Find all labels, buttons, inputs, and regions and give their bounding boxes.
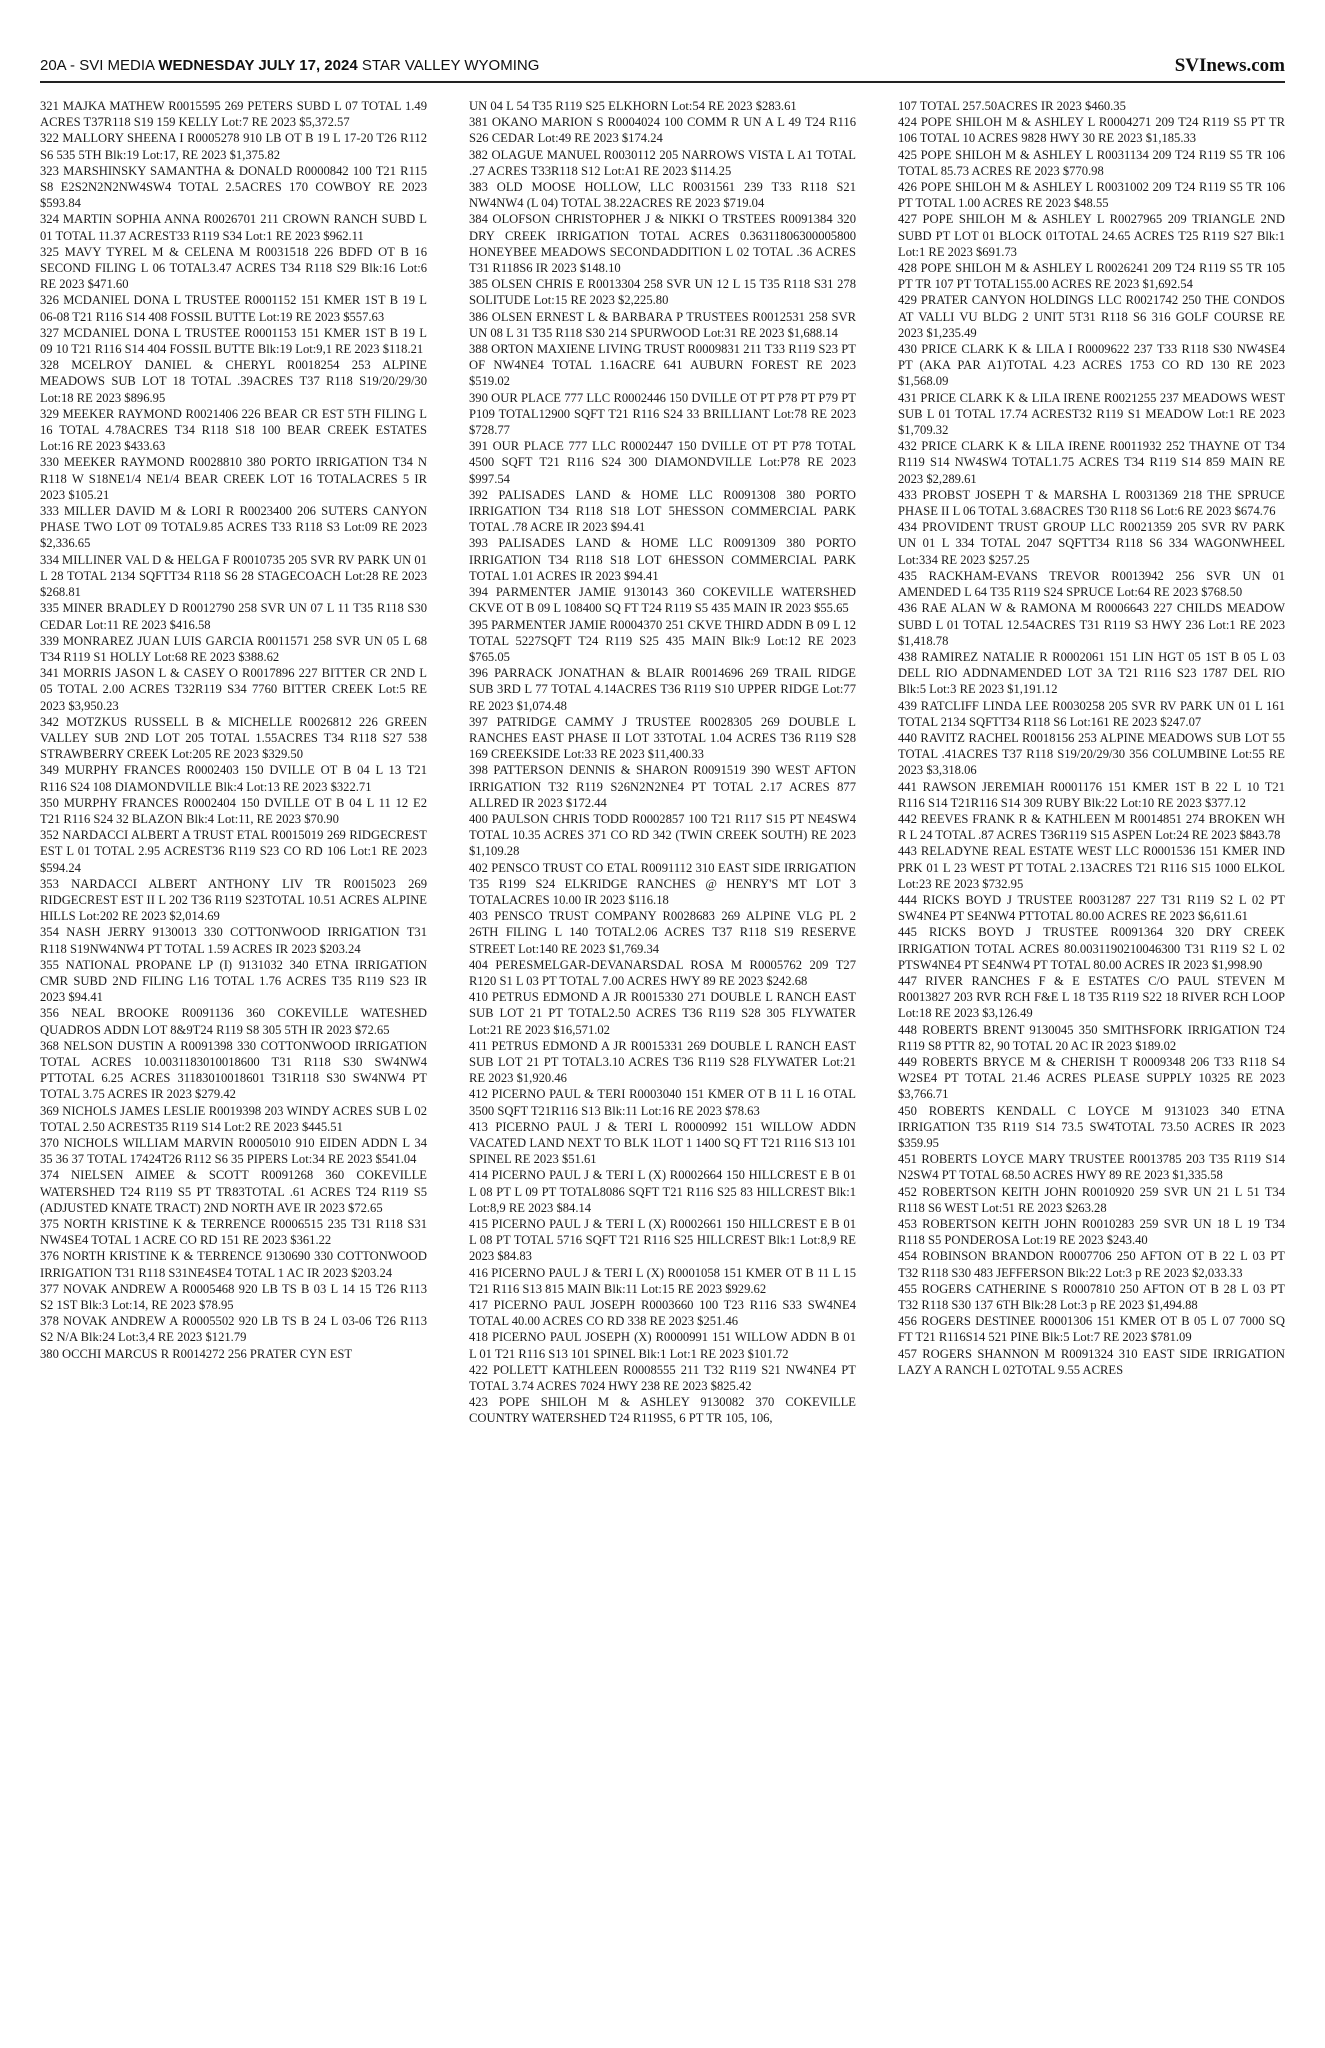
- tax-entry: 404 PERESMELGAR-DEVANARSDAL ROSA M R0005762 209 T27 R120 S1 L 03 PT TOTAL 7.00 ACRES HWY 89 RE 2023 $242.68: [469, 957, 856, 988]
- tax-entry: 440 RAVITZ RACHEL R0018156 253 ALPINE MEADOWS SUB LOT 55 TOTAL .41ACRES T37 R118 S19/20/29/30 356 COLUMBINE Lot:55 RE 2023 $3,318.06: [898, 730, 1285, 778]
- tax-entry: 107 TOTAL 257.50ACRES IR 2023 $460.35: [898, 99, 1126, 113]
- tax-entry: 438 RAMIREZ NATALIE R R0002061 151 LIN HGT 05 1ST B 05 L 03 DELL RIO ADDNAMENDED LOT 3A T21 R116 S23 1787 DEL RIO Blk:5 Lot:3 RE 2023 $1,191.12: [898, 649, 1285, 697]
- header-dateline: [40, 57, 539, 74]
- tax-entry: 402 PENSCO TRUST CO ETAL R0091112 310 EAST SIDE IRRIGATION T35 R199 S24 ELKRIDGE RANCHES @ HENRY'S MT LOT 3 TOTALACRES 10.00 IR 2023 $116.18: [469, 860, 856, 907]
- column-1: [40, 98, 427, 2048]
- tax-entry: 457 ROGERS SHANNON M R0091324 310 EAST SIDE IRRIGATION LAZY A RANCH L 02TOTAL 9.55 ACRES: [898, 1346, 1285, 1377]
- tax-entry: 349 MURPHY FRANCES R0002403 150 DVILLE OT B 04 L 13 T21 R116 S24 108 DIAMONDVILLE Blk:4 Lot:13 RE 2023 $322.71: [40, 763, 427, 794]
- column-3: [898, 98, 1285, 2048]
- tax-entry: 324 MARTIN SOPHIA ANNA R0026701 211 CROWN RANCH SUBD L 01 TOTAL 11.37 ACREST33 R119 S34 Lot:1 RE 2023 $962.11: [40, 212, 427, 243]
- tax-entry: 436 RAE ALAN W & RAMONA M R0006643 227 CHILDS MEADOW SUBD L 01 TOTAL 12.54ACRES T31 R119 S3 HWY 236 Lot:1 RE 2023 $1,418.78: [898, 601, 1285, 648]
- tax-entry: 382 OLAGUE MANUEL R0030112 205 NARROWS VISTA L A1 TOTAL .27 ACRES T33R118 S12 Lot:A1 RE 2023 $114.25: [469, 147, 856, 178]
- tax-entry: 355 NATIONAL PROPANE LP (I) 9131032 340 ETNA IRRIGATION CMR SUBD 2ND FILING L16 TOTAL 1.76 ACRES T35 R119 S23 IR 2023 $94.41: [40, 957, 427, 1005]
- tax-entry: 450 ROBERTS KENDALL C LOYCE M 9131023 340 ETNA IRRIGATION T35 R119 S14 73.5 SW4TOTAL 73.50 ACRES IR 2023 $359.95: [898, 1103, 1285, 1150]
- tax-entry: 442 REEVES FRANK R & KATHLEEN M R0014851 274 BROKEN WH R L 24 TOTAL .87 ACRES T36R119 S15 ASPEN Lot:24 RE 2023 $843.78: [898, 811, 1285, 843]
- newspaper-page: [40, 0, 1285, 2048]
- tax-entry: 453 ROBERTSON KEITH JOHN R0010283 259 SVR UN 18 L 19 T34 R118 S5 PONDEROSA Lot:19 RE 2023 $243.40: [898, 1217, 1285, 1248]
- tax-entry: 392 PALISADES LAND & HOME LLC R0091308 380 PORTO IRRIGATION T34 R118 S18 LOT 5HESSON COMMERCIAL PARK TOTAL .78 ACRE IR 2023 $94.41: [469, 487, 856, 535]
- tax-entry: 418 PICERNO PAUL JOSEPH (X) R0000991 151 WILLOW ADDN B 01 L 01 T21 R116 S13 101 SPINEL Blk:1 Lot:1 RE 2023 $101.72: [469, 1330, 856, 1361]
- tax-entry: 441 RAWSON JEREMIAH R0001176 151 KMER 1ST B 22 L 10 T21 R116 S14 T21R116 S14 309 RUBY Blk:22 Lot:10 RE 2023 $377.12: [898, 779, 1285, 810]
- tax-entry: 341 MORRIS JASON L & CASEY O R0017896 227 BITTER CR 2ND L 05 TOTAL 2.00 ACRES T32R119 S34 7760 BITTER CREEK Lot:5 RE 2023 $3,950.23: [40, 666, 427, 713]
- tax-entry: 391 OUR PLACE 777 LLC R0002447 150 DVILLE OT PT P78 TOTAL 4500 SQFT T21 R116 S24 300 DIAMONDVILLE Lot:P78 RE 2023 $997.54: [469, 439, 856, 486]
- tax-entry: 397 PATRIDGE CAMMY J TRUSTEE R0028305 269 DOUBLE L RANCHES EAST PHASE II LOT 33TOTAL 1.04 ACRES T36 R119 S28 169 CREEKSIDE Lot:33 RE 2023 $11,400.33: [469, 714, 856, 762]
- tax-entry: 425 POPE SHILOH M & ASHLEY L R0031134 209 T24 R119 S5 TR 106 TOTAL 85.73 ACRES RE 2023 $770.98: [898, 147, 1285, 178]
- tax-entry: 400 PAULSON CHRIS TODD R0002857 100 T21 R117 S15 PT NE4SW4 TOTAL 10.35 ACRES 371 CO RD 342 (TWIN CREEK SOUTH) RE 2023 $1,109.28: [469, 811, 856, 859]
- tax-entry: 378 NOVAK ANDREW A R0005502 920 LB TS B 24 L 03-06 T26 R113 S2 N/A Blk:24 Lot:3,4 RE 2023 $121.79: [40, 1314, 427, 1345]
- tax-entry: 327 MCDANIEL DONA L TRUSTEE R0001153 151 KMER 1ST B 19 L 09 10 T21 R116 S14 404 FOSSIL BUTTE Blk:19 Lot:9,1 RE 2023 $118.21: [40, 325, 427, 357]
- tax-entry: 321 MAJKA MATHEW R0015595 269 PETERS SUBD L 07 TOTAL 1.49 ACRES T37R118 S19 159 KELLY Lot:7 RE 2023 $5,372.57: [40, 99, 427, 130]
- tax-entry: 415 PICERNO PAUL J & TERI L (X) R0002661 150 HILLCREST E B 01 L 08 PT TOTAL 5716 SQFT T21 R116 S25 HILLCREST Blk:1 Lot:8,9 RE 2023 $84.83: [469, 1217, 856, 1264]
- tax-entry: 353 NARDACCI ALBERT ANTHONY LIV TR R0015023 269 RIDGECREST EST II L 202 T36 R119 S23TOTAL 10.51 ACRES ALPINE HILLS Lot:202 RE 2023 $2,014.69: [40, 876, 427, 924]
- tax-entry: 430 PRICE CLARK K & LILA I R0009622 237 T33 R118 S30 NW4SE4 PT (AKA PAR A1)TOTAL 4.23 ACRES 1753 CO RD 130 RE 2023 $1,568.09: [898, 342, 1285, 389]
- tax-entry: 422 POLLETT KATHLEEN R0008555 211 T32 R119 S21 NW4NE4 PT TOTAL 3.74 ACRES 7024 HWY 238 RE 2023 $825.42: [469, 1362, 856, 1394]
- tax-entry: 328 MCELROY DANIEL & CHERYL R0018254 253 ALPINE MEADOWS SUB LOT 18 TOTAL .39ACRES T37 R118 S19/20/29/30 Lot:18 RE 2023 $896.95: [40, 358, 427, 405]
- tax-entry: 410 PETRUS EDMOND A JR R0015330 271 DOUBLE L RANCH EAST SUB LOT 21 PT TOTAL2.50 ACRES T36 R119 S28 305 FLYWATER Lot:21 RE 2023 $16,571.02: [469, 990, 856, 1037]
- tax-entry: 369 NICHOLS JAMES LESLIE R0019398 203 WINDY ACRES SUB L 02 TOTAL 2.50 ACREST35 R119 S14 Lot:2 RE 2023 $445.51: [40, 1103, 427, 1134]
- tax-entry: 417 PICERNO PAUL JOSEPH R0003660 100 T23 R116 S33 SW4NE4 TOTAL 40.00 ACRES CO RD 338 RE 2023 $251.46: [469, 1298, 856, 1329]
- tax-entry: 339 MONRAREZ JUAN LUIS GARCIA R0011571 258 SVR UN 05 L 68 T34 R119 S1 HOLLY Lot:68 RE 2023 $388.62: [40, 633, 427, 664]
- tax-entry: 451 ROBERTS LOYCE MARY TRUSTEE R0013785 203 T35 R119 S14 N2SW4 PT TOTAL 68.50 ACRES HWY 89 RE 2023 $1,335.58: [898, 1152, 1285, 1183]
- tax-entry: 432 PRICE CLARK K & LILA IRENE R0011932 252 THAYNE OT T34 R119 S14 NW4SW4 TOTAL1.75 ACRES T34 R119 S14 859 MAIN RE 2023 $2,289.61: [898, 439, 1285, 486]
- header-site: SVInews.com: [1174, 55, 1285, 76]
- header-date: WEDNESDAY JULY 17, 2024: [158, 57, 358, 74]
- tax-entry: 326 MCDANIEL DONA L TRUSTEE R0001152 151 KMER 1ST B 19 L 06-08 T21 R116 S14 408 FOSSIL BUTTE Lot:19 RE 2023 $557.63: [40, 293, 427, 324]
- tax-entry: 434 PROVIDENT TRUST GROUP LLC R0021359 205 SVR RV PARK UN 01 L 334 TOTAL 2047 SQFTT34 R118 S6 334 WAGONWHEEL Lot:334 RE 2023 $257.25: [898, 520, 1285, 567]
- column-2: [469, 98, 856, 2048]
- tax-entry: 435 RACKHAM-EVANS TREVOR R0013942 256 SVR UN 01 AMENDED L 64 T35 R119 S24 SPRUCE Lot:64 RE 2023 $768.50: [898, 568, 1285, 600]
- tax-entry: 380 OCCHI MARCUS R R0014272 256 PRATER CYN EST: [40, 1346, 353, 1361]
- tax-entry: 383 OLD MOOSE HOLLOW, LLC R0031561 239 T33 R118 S21 NW4NW4 (L 04) TOTAL 38.22ACRES RE 2023 $719.04: [469, 180, 856, 211]
- tax-entry: 414 PICERNO PAUL J & TERI L (X) R0002664 150 HILLCREST E B 01 L 08 PT L 09 PT TOTAL8086 SQFT T21 R116 S25 83 HILLCREST Blk:1 Lot:8,9 RE 2023 $84.14: [469, 1168, 856, 1215]
- legal-notice-columns: [40, 98, 1285, 2048]
- page-header: [40, 55, 1285, 81]
- tax-entry: 323 MARSHINSKY SAMANTHA & DONALD R0000842 100 T21 R115 S8 E2S2N2N2NW4SW4 TOTAL 2.5ACRES 170 COWBOY RE 2023 $593.84: [40, 163, 427, 211]
- tax-entry: 452 ROBERTSON KEITH JOHN R0010920 259 SVR UN 21 L 51 T34 R118 S6 WEST Lot:51 RE 2023 $263.28: [898, 1184, 1285, 1215]
- tax-entry: 342 MOTZKUS RUSSELL B & MICHELLE R0026812 226 GREEN VALLEY SUB 2ND LOT 205 TOTAL 1.55ACRES T34 R118 S27 538 STRAWBERRY CREEK Lot:205 RE 2023 $329.50: [40, 714, 427, 762]
- tax-entry: 393 PALISADES LAND & HOME LLC R0091309 380 PORTO IRRIGATION T34 R118 S18 LOT 6HESSON COMMERCIAL PARK TOTAL 1.01 ACRES IR 2023 $94.41: [469, 536, 856, 583]
- tax-entry: 449 ROBERTS BRYCE M & CHERISH T R0009348 206 T33 R118 S4 W2SE4 PT TOTAL 21.46 ACRES PLEASE SUPPLY 10325 RE 2023 $3,766.71: [898, 1054, 1285, 1102]
- tax-entry: 429 PRATER CANYON HOLDINGS LLC R0021742 250 THE CONDOS AT VALLI VU BLDG 2 UNIT 5T31 R118 S6 316 GOLF COURSE RE 2023 $1,235.49: [898, 293, 1285, 340]
- tax-entry: 381 OKANO MARION S R0004024 100 COMM R UN A L 49 T24 R116 S26 CEDAR Lot:49 RE 2023 $174.24: [469, 115, 856, 146]
- tax-entry: 416 PICERNO PAUL J & TERI L (X) R0001058 151 KMER OT B 11 L 15 T21 R116 S13 815 MAIN Blk:11 Lot:15 RE 2023 $929.62: [469, 1265, 856, 1296]
- tax-entry: 443 RELADYNE REAL ESTATE WEST LLC R0001536 151 KMER IND PRK 01 L 23 WEST PT TOTAL 2.13ACRES T21 R116 S15 1000 ELKOL Lot:23 RE 2023 $732.95: [898, 844, 1285, 891]
- tax-entry: 370 NICHOLS WILLIAM MARVIN R0005010 910 EIDEN ADDN L 34 35 36 37 TOTAL 17424T26 R112 S6 35 PIPERS Lot:34 RE 2023 $541.04: [40, 1136, 427, 1167]
- tax-entry: 388 ORTON MAXIENE LIVING TRUST R0009831 211 T33 R119 S23 PT OF NW4NE4 TOTAL 1.16ACRE 641 AUBURN FOREST RE 2023 $519.02: [469, 342, 856, 389]
- tax-entry: 356 NEAL BROOKE R0091136 360 COKEVILLE WATESHED QUADROS ADDN LOT 8&9T24 R119 S8 305 5TH IR 2023 $72.65: [40, 1006, 427, 1037]
- tax-entry: 427 POPE SHILOH M & ASHLEY L R0027965 209 TRIANGLE 2ND SUBD PT LOT 01 BLOCK 01TOTAL 24.65 ACRES T25 R119 S27 Blk:1 Lot:1 RE 2023 $691.73: [898, 212, 1285, 259]
- tax-entry: 354 NASH JERRY 9130013 330 COTTONWOOD IRRIGATION T31 R118 S19NW4NW4 PT TOTAL 1.59 ACRES IR 2023 $203.24: [40, 925, 427, 956]
- tax-entry: 448 ROBERTS BRENT 9130045 350 SMITHSFORK IRRIGATION T24 R119 S8 PTTR 82, 90 TOTAL 20 AC IR 2023 $189.02: [898, 1022, 1285, 1053]
- tax-entry: 424 POPE SHILOH M & ASHLEY L R0004271 209 T24 R119 S5 PT TR 106 TOTAL 10 ACRES 9828 HWY 30 RE 2023 $1,185.33: [898, 115, 1285, 146]
- header-location: STAR VALLEY WYOMING: [361, 57, 540, 74]
- tax-entry: 368 NELSON DUSTIN A R0091398 330 COTTONWOOD IRRIGATION TOTAL ACRES 10.0031183010018600 T31 R118 S30 SW4NW4 PTTOTAL 6.25 ACRES 31183010018601 T31R118 S30 SW4NW4 PT TOTAL 3.75 ACRES IR 2023 $279.42: [40, 1038, 427, 1102]
- tax-entry: 329 MEEKER RAYMOND R0021406 226 BEAR CR EST 5TH FILING L 16 TOTAL 4.78ACRES T34 R118 S18 100 BEAR CREEK ESTATES Lot:16 RE 2023 $433.63: [40, 406, 427, 454]
- tax-entry: 377 NOVAK ANDREW A R0005468 920 LB TS B 03 L 14 15 T26 R113 S2 1ST Blk:3 Lot:14, RE 2023 $78.95: [40, 1281, 427, 1313]
- tax-entry: 352 NARDACCI ALBERT A TRUST ETAL R0015019 269 RIDGECREST EST L 01 TOTAL 2.95 ACREST36 R119 S23 CO RD 106 Lot:1 RE 2023 $594.24: [40, 828, 427, 875]
- header-section: 20A - SVI MEDIA: [40, 57, 155, 74]
- tax-entry: 431 PRICE CLARK K & LILA IRENE R0021255 237 MEADOWS WEST SUB L 01 TOTAL 17.74 ACREST32 R119 S1 MEADOW Lot:1 RE 2023 $1,709.32: [898, 390, 1285, 438]
- tax-entry: 333 MILLER DAVID M & LORI R R0023400 206 SUTERS CANYON PHASE TWO LOT 09 TOTAL9.85 ACRES T33 R118 S3 Lot:09 RE 2023 $2,336.65: [40, 504, 427, 551]
- tax-entry: 444 RICKS BOYD J TRUSTEE R0031287 227 T31 R119 S2 L 02 PT SW4NE4 PT SE4NW4 PTTOTAL 80.00 ACRES RE 2023 $6,611.61: [898, 892, 1285, 924]
- tax-entry: 322 MALLORY SHEENA I R0005278 910 LB OT B 19 L 17-20 T26 R112 S6 535 5TH Blk:19 Lot:17, RE 2023 $1,375.82: [40, 131, 427, 162]
- tax-entry: 403 PENSCO TRUST COMPANY R0028683 269 ALPINE VLG PL 2 26TH FILING L 140 TOTAL2.06 ACRES T37 R118 S19 RESERVE STREET Lot:140 RE 2023 $1,769.34: [469, 909, 856, 956]
- tax-entry: 412 PICERNO PAUL & TERI R0003040 151 KMER OT B 11 L 16 OTAL 3500 SQFT T21R116 S13 Blk:11 Lot:16 RE 2023 $78.63: [469, 1087, 856, 1118]
- tax-entry: 396 PARRACK JONATHAN & BLAIR R0014696 269 TRAIL RIDGE SUB 3RD L 77 TOTAL 4.14ACRES T36 R119 S10 UPPER RIDGE Lot:77 RE 2023 $1,074.48: [469, 666, 856, 713]
- tax-entry: 398 PATTERSON DENNIS & SHARON R0091519 390 WEST AFTON IRRIGATION T32 R119 S26N2N2NE4 PT TOTAL 2.17 ACRES 877 ALLRED IR 2023 $172.44: [469, 763, 856, 810]
- tax-entry: 423 POPE SHILOH M & ASHLEY 9130082 370 COKEVILLE COUNTRY WATERSHED T24 R119S5, 6 PT TR 105, 106,: [469, 1395, 856, 1426]
- tax-entry: 395 PARMENTER JAMIE R0004370 251 CKVE THIRD ADDN B 09 L 12 TOTAL 5227SQFT T24 R119 S25 435 MAIN Blk:9 Lot:12 RE 2023 $765.05: [469, 617, 856, 664]
- header-rule: [40, 81, 1285, 83]
- tax-entry: 439 RATCLIFF LINDA LEE R0030258 205 SVR RV PARK UN 01 L 161 TOTAL 2134 SQFTT34 R118 S6 Lot:161 RE 2023 $247.07: [898, 698, 1285, 729]
- tax-entry: 325 MAVY TYREL M & CELENA M R0031518 226 BDFD OT B 16 SECOND FILING L 06 TOTAL3.47 ACRES T34 R118 S29 Blk:16 Lot:6 RE 2023 $471.60: [40, 244, 427, 292]
- tax-entry: 456 ROGERS DESTINEE R0001306 151 KMER OT B 05 L 07 7000 SQ FT T21 R116S14 521 PINE Blk:5 Lot:7 RE 2023 $781.09: [898, 1314, 1285, 1345]
- tax-entry: 445 RICKS BOYD J TRUSTEE R0091364 320 DRY CREEK IRRIGATION TOTAL ACRES 80.0031190210046300 T31 R119 S2 L 02 PTSW4NE4 PT SE4NW4 PT TOTAL 80.00 ACRES IR 2023 $1,998.90: [898, 925, 1285, 972]
- tax-entry: 376 NORTH KRISTINE K & TERRENCE 9130690 330 COTTONWOOD IRRIGATION T31 R118 S31NE4SE4 TOTAL 1 AC IR 2023 $203.24: [40, 1249, 427, 1280]
- tax-entry: 350 MURPHY FRANCES R0002404 150 DVILLE OT B 04 L 11 12 E2 T21 R116 S24 32 BLAZON Blk:4 Lot:11, RE 2023 $70.90: [40, 795, 427, 826]
- tax-entry: 375 NORTH KRISTINE K & TERRENCE R0006515 235 T31 R118 S31 NW4SE4 TOTAL 1 ACRE CO RD 151 RE 2023 $361.22: [40, 1217, 427, 1248]
- tax-entry: 426 POPE SHILOH M & ASHLEY L R0031002 209 T24 R119 S5 TR 106 PT TOTAL 1.00 ACRES RE 2023 $48.55: [898, 180, 1285, 211]
- tax-entry: 334 MILLINER VAL D & HELGA F R0010735 205 SVR RV PARK UN 01 L 28 TOTAL 2134 SQFTT34 R118 S6 28 STAGECOACH Lot:28 RE 2023 $268.81: [40, 552, 427, 600]
- tax-entry: 394 PARMENTER JAMIE 9130143 360 COKEVILLE WATERSHED CKVE OT B 09 L 108400 SQ FT T24 R119 S5 435 MAIN IR 2023 $55.65: [469, 585, 856, 616]
- tax-entry: 411 PETRUS EDMOND A JR R0015331 269 DOUBLE L RANCH EAST SUB LOT 21 PT TOTAL3.10 ACRES T36 R119 S28 FLYWATER Lot:21 RE 2023 $1,920.46: [469, 1038, 856, 1086]
- tax-entry: 390 OUR PLACE 777 LLC R0002446 150 DVILLE OT PT P78 PT P79 PT P109 TOTAL12900 SQFT T21 R116 S24 33 BRILLIANT Lot:78 RE 2023 $728.77: [469, 390, 856, 438]
- tax-entry: 413 PICERNO PAUL J & TERI L R0000992 151 WILLOW ADDN VACATED LAND NEXT TO BLK 1LOT 1 1400 SQ FT T21 R116 S13 101 SPINEL RE 2023 $51.61: [469, 1119, 856, 1167]
- tax-entry: 386 OLSEN ERNEST L & BARBARA P TRUSTEES R0012531 258 SVR UN 08 L 31 T35 R118 S30 214 SPURWOOD Lot:31 RE 2023 $1,688.14: [469, 309, 856, 340]
- tax-entry: 385 OLSEN CHRIS E R0013304 258 SVR UN 12 L 15 T35 R118 S31 278 SOLITUDE Lot:15 RE 2023 $2,225.80: [469, 277, 856, 308]
- tax-entry: 384 OLOFSON CHRISTOPHER J & NIKKI O TRSTEES R0091384 320 DRY CREEK IRRIGATION TOTAL ACRES 0.36311806300005800 HONEYBEE MEADOWS SECONDADDITION L 02 TOTAL .36 ACRES T31 R118S6 IR 2023 $148.10: [469, 212, 856, 276]
- tax-entry: 455 ROGERS CATHERINE S R0007810 250 AFTON OT B 28 L 03 PT T32 R118 S30 137 6TH Blk:28 Lot:3 p RE 2023 $1,494.88: [898, 1281, 1285, 1313]
- tax-entry: 330 MEEKER RAYMOND R0028810 380 PORTO IRRIGATION T34 N R118 W S18NE1/4 NE1/4 BEAR CREEK LOT 16 TOTALACRES 5 IR 2023 $105.21: [40, 455, 427, 502]
- tax-entry: UN 04 L 54 T35 R119 S25 ELKHORN Lot:54 RE 2023 $283.61: [469, 99, 797, 113]
- tax-entry: 454 ROBINSON BRANDON R0007706 250 AFTON OT B 22 L 03 PT T32 R118 S30 483 JEFFERSON Blk:22 Lot:3 p RE 2023 $2,033.33: [898, 1249, 1285, 1280]
- tax-entry: 433 PROBST JOSEPH T & MARSHA L R0031369 218 THE SPRUCE PHASE II L 06 TOTAL 3.68ACRES T30 R118 S6 Lot:6 RE 2023 $674.76: [898, 487, 1285, 519]
- tax-entry: 447 RIVER RANCHES F & E ESTATES C/O PAUL STEVEN M R0013827 203 RVR RCH F&E L 18 T35 R119 S22 18 RIVER RCH LOOP Lot:18 RE 2023 $3,126.49: [898, 973, 1285, 1021]
- tax-entry: 335 MINER BRADLEY D R0012790 258 SVR UN 07 L 11 T35 R118 S30 CEDAR Lot:11 RE 2023 $416.58: [40, 601, 427, 632]
- tax-entry: 428 POPE SHILOH M & ASHLEY L R0026241 209 T24 R119 S5 TR 105 PT TR 107 PT TOTAL155.00 ACRES RE 2023 $1,692.54: [898, 261, 1285, 292]
- tax-entry: 374 NIELSEN AIMEE & SCOTT R0091268 360 COKEVILLE WATERSHED T24 R119 S5 PT TR83TOTAL .61 ACRES T24 R119 S5 (ADJUSTED KNATE TRACT) 2ND NORTH AVE IR 2023 $72.65: [40, 1168, 427, 1215]
